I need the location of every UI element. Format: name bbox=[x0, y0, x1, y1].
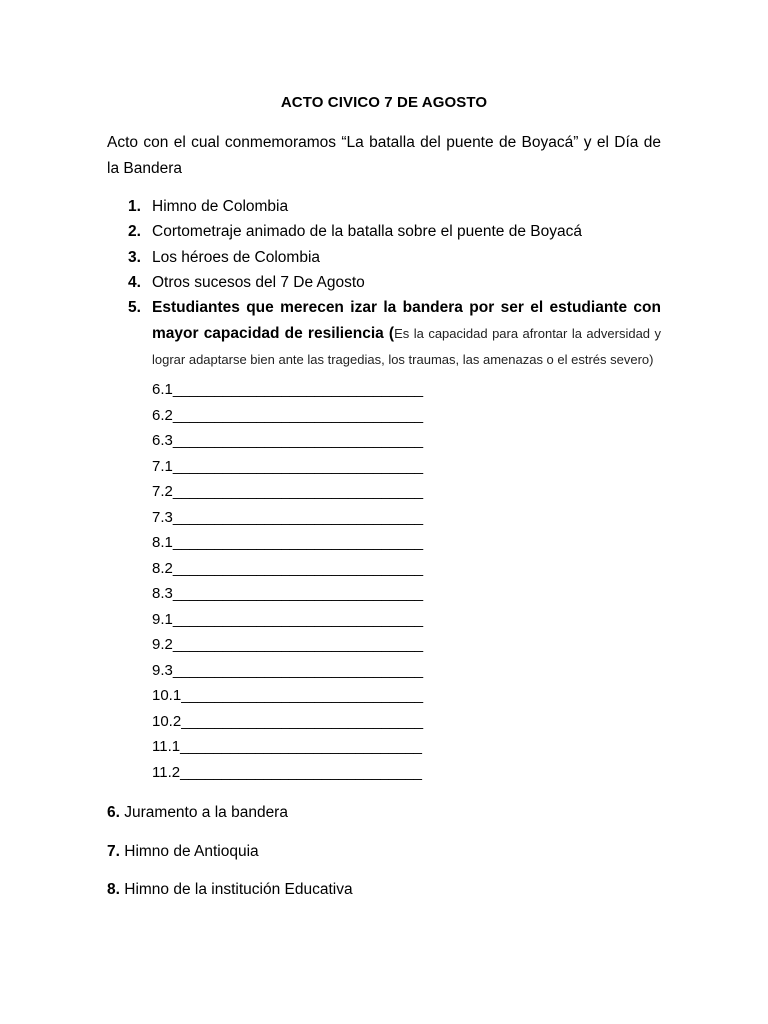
student-line-blank[interactable]: ______________________________ bbox=[172, 636, 424, 653]
student-line bbox=[152, 585, 423, 611]
student-line-label: 9.3 bbox=[152, 661, 173, 679]
student-line-label: 11.2 bbox=[152, 763, 181, 781]
tail-item-number: 7. bbox=[107, 843, 120, 860]
student-line-blank[interactable]: _____________________________ bbox=[180, 763, 423, 781]
list-item-number: 2. bbox=[128, 223, 141, 241]
student-line-label: 9.1 bbox=[152, 610, 173, 628]
student-line-blank[interactable]: ______________________________ bbox=[172, 508, 424, 526]
student-line-blank[interactable]: _____________________________ bbox=[181, 687, 424, 704]
student-line-blank[interactable]: ______________________________ bbox=[172, 432, 424, 449]
student-line-label: 10.1 bbox=[152, 687, 182, 704]
student-line-blank[interactable]: ______________________________ bbox=[172, 406, 424, 424]
student-line-label: 11.1 bbox=[152, 738, 181, 755]
tail-item bbox=[107, 881, 353, 899]
list-item-number: 5. bbox=[128, 299, 141, 317]
student-line-label: 10.2 bbox=[152, 712, 182, 730]
student-line-label: 6.3 bbox=[152, 432, 173, 449]
student-line-label: 8.2 bbox=[152, 559, 173, 577]
intro-paragraph: Acto con el cual conmemoramos “La batalla del puente de Boyacá” y el Día de la Bandera bbox=[107, 134, 661, 177]
student-line-label: 8.3 bbox=[152, 585, 173, 602]
tail-item-text: Himno de Antioquia bbox=[124, 843, 259, 860]
tail-item bbox=[107, 804, 288, 822]
student-line bbox=[152, 662, 423, 688]
list-item bbox=[107, 270, 661, 295]
student-line-label: 7.2 bbox=[152, 483, 173, 500]
student-line bbox=[152, 534, 423, 560]
tail-item-text: Himno de la institución Educativa bbox=[124, 881, 353, 898]
student-line-blank[interactable]: ______________________________ bbox=[172, 483, 424, 500]
student-line bbox=[152, 381, 423, 407]
student-line-blank[interactable]: ______________________________ bbox=[172, 661, 424, 679]
list-item-text: Los héroes de Colombia bbox=[152, 248, 321, 266]
list-item-text: Otros sucesos del 7 De Agosto bbox=[152, 273, 365, 291]
student-line bbox=[152, 713, 423, 739]
student-line-label: 6.1 bbox=[152, 381, 173, 398]
document-title: ACTO CIVICO 7 DE AGOSTO bbox=[280, 94, 488, 111]
list-item-number: 1. bbox=[128, 198, 141, 215]
list-item-number: 4. bbox=[128, 273, 141, 291]
list-item-text bbox=[152, 295, 661, 373]
student-line bbox=[152, 687, 423, 713]
student-line-blank[interactable]: ______________________________ bbox=[172, 559, 424, 577]
student-line-label: 7.3 bbox=[152, 508, 173, 526]
student-line bbox=[152, 611, 423, 637]
student-line-blank[interactable]: _____________________________ bbox=[180, 738, 423, 755]
tail-item-number: 8. bbox=[107, 881, 120, 898]
student-line-blank[interactable]: _____________________________ bbox=[181, 712, 424, 730]
student-line bbox=[152, 458, 423, 484]
list-item-text: Cortometraje animado de la batalla sobre el puente de Boyacá bbox=[152, 223, 582, 241]
student-line bbox=[152, 483, 423, 509]
student-line bbox=[152, 509, 423, 535]
student-line bbox=[152, 432, 423, 458]
student-line-label: 9.2 bbox=[152, 636, 173, 653]
student-line bbox=[152, 738, 423, 764]
student-line-blank[interactable]: ______________________________ bbox=[172, 534, 424, 551]
student-line bbox=[152, 764, 423, 790]
student-line bbox=[152, 636, 423, 662]
student-line bbox=[152, 407, 423, 433]
tail-item-text: Juramento a la bandera bbox=[124, 804, 288, 821]
student-line-label: 7.1 bbox=[152, 457, 173, 475]
student-line-blank[interactable]: ______________________________ bbox=[172, 381, 424, 398]
student-line-label: 8.1 bbox=[152, 534, 173, 551]
list-item-text: Himno de Colombia bbox=[152, 198, 289, 215]
program-list bbox=[107, 194, 661, 373]
list-item bbox=[107, 295, 661, 373]
student-lines bbox=[152, 381, 423, 789]
resiliencia-text: Estudiantes que merecen izar la bandera por ser el estudiante con mayor capacidad de resiliencia ( bbox=[152, 299, 661, 343]
tail-item-number: 6. bbox=[107, 804, 120, 821]
student-line-blank[interactable]: ______________________________ bbox=[172, 585, 424, 602]
student-line-label: 6.2 bbox=[152, 406, 173, 424]
tail-item bbox=[107, 843, 259, 861]
list-item-number: 3. bbox=[128, 248, 141, 266]
student-line-blank[interactable]: ______________________________ bbox=[172, 610, 424, 628]
student-line-blank[interactable]: ______________________________ bbox=[172, 457, 424, 475]
list-item bbox=[107, 194, 661, 219]
student-line bbox=[152, 560, 423, 586]
list-item bbox=[107, 219, 661, 244]
resiliencia-note: Es la capacidad para afrontar la adversidad y lograr adaptarse bien ante las tragedias, los traumas, las amenazas o el estrés severo) bbox=[152, 326, 661, 368]
list-item bbox=[107, 245, 661, 270]
